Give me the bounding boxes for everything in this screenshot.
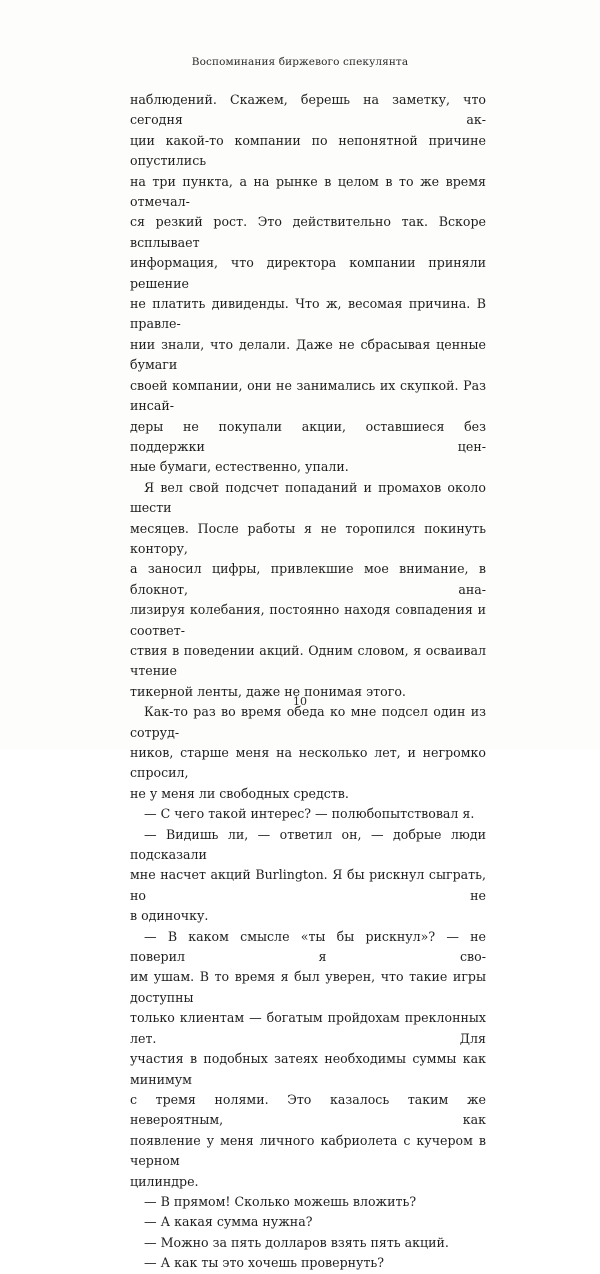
text-line: — А как ты это хочешь провернуть? [144, 1255, 385, 1271]
text-line: ников, старше меня на несколько лет, и негромко спросил, [130, 745, 486, 781]
text-line: ся резкий рост. Это действительно так. Вскоре всплывает [130, 214, 486, 250]
text-line: лизируя колебания, постоянно находя совпадения и соответ- [130, 602, 486, 638]
text-line: появление у меня личного кабриолета с кучером в черном [130, 1132, 486, 1169]
text-line: тикерной ленты, даже не понимая этого. [130, 683, 406, 699]
text-line: цилиндре. [130, 1173, 199, 1189]
text-line: а заносил цифры, привлекшие мое внимание, в блокнот, ана- [130, 561, 486, 597]
text-line: участия в подобных затеях необходимы суммы как минимум [130, 1051, 486, 1087]
text-line: Я вел свой подсчет попаданий и промахов около шести [130, 479, 486, 516]
text-line: ствия в поведении акций. Одним словом, я осваивал чтение [130, 642, 486, 679]
text-line: — В каком смысле «ты бы рискнул»? — не поверил я сво- [130, 928, 486, 965]
text-line: — В прямом! Сколько можешь вложить? [144, 1193, 417, 1209]
text-line: с тремя нолями. Это казалось таким же невероятным, как [130, 1091, 486, 1128]
text-line: в одиночку. [130, 908, 209, 924]
text-line: нии знали, что делали. Даже не сбрасывая ценные бумаги [130, 336, 486, 373]
text-line: ции какой-то компании по непонятной причине опустились [130, 132, 486, 169]
text-line: не платить дивиденды. Что ж, весомая причина. В правле- [130, 296, 486, 332]
text-line: Как-то раз во время обеда ко мне подсел один из сотруд- [130, 704, 486, 740]
text-line: на три пункта, а на рынке в целом в то же время отмечал- [130, 173, 486, 210]
text-line: наблюдений. Скажем, берешь на заметку, что сегодня ак- [130, 92, 486, 128]
text-line: мне насчет акций Burlington. Я бы рискнул сыграть, но не [130, 867, 486, 903]
text-line: им ушам. В то время я был уверен, что такие игры доступны [130, 969, 486, 1005]
page-number: 10 [293, 695, 307, 708]
text-line: только клиентам — богатым пройдохам преклонных лет. Для [130, 1010, 486, 1046]
body-text [130, 90, 486, 1274]
text-line: — Можно за пять долларов взять пять акций. [144, 1234, 449, 1250]
running-title: Воспоминания биржевого спекулянта [191, 56, 409, 68]
text-line: деры не покупали акции, оставшиеся без поддержки цен- [130, 418, 486, 454]
text-line: не у меня ли свободных средств. [130, 785, 349, 801]
text-line: — С чего такой интерес? — полюбопытствовал я. [144, 806, 475, 822]
text-line: — Видишь ли, — ответил он, — добрые люди подсказали [130, 826, 486, 863]
text-line: месяцев. После работы я не торопился покинуть контору, [130, 520, 486, 556]
text-line: ные бумаги, естественно, упали. [130, 459, 349, 475]
text-line: своей компании, они не занимались их скупкой. Раз инсай- [130, 377, 486, 414]
text-line: информация, что директора компании приняли решение [130, 255, 486, 291]
text-line: — А какая сумма нужна? [144, 1214, 313, 1230]
